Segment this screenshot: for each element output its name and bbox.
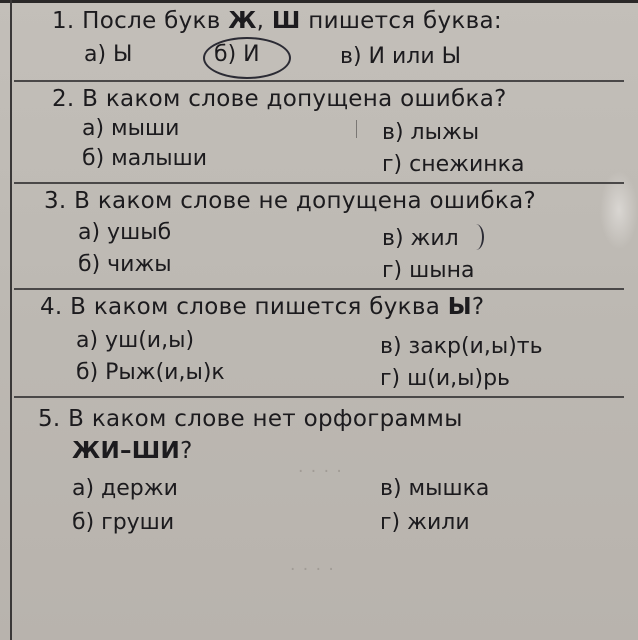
option-v[interactable]: в) мышка [380, 476, 490, 501]
question-divider [14, 80, 624, 82]
page-top-border [0, 0, 638, 3]
option-a[interactable]: а) мыши [82, 116, 180, 141]
answer-bracket-mark [468, 224, 484, 250]
question-text: В каком слове нет орфограммы [68, 406, 463, 432]
option-g[interactable]: г) снежинка [382, 152, 525, 177]
option-a[interactable]: а) Ы [84, 42, 133, 67]
option-v[interactable]: в) закр(и,ы)ть [380, 334, 543, 359]
question-text: В каком слове не допущена ошибка? [74, 188, 537, 214]
question-2 [52, 86, 507, 112]
bold-letter-y: Ы [447, 294, 472, 320]
question-text: В каком слове пишется буква [70, 294, 448, 320]
question-1 [52, 8, 502, 34]
question-4 [40, 294, 484, 320]
question-text-end: пишется буква: [300, 8, 502, 34]
option-g[interactable]: г) шына [382, 258, 475, 283]
question-number: 3. [44, 188, 67, 214]
question-divider [14, 396, 624, 398]
bleed-through-ghost: · · · · [290, 560, 335, 580]
comma: , [256, 8, 272, 34]
option-g[interactable]: г) ш(и,ы)рь [380, 366, 511, 391]
question-text-end: ? [180, 438, 193, 464]
page-left-border [10, 0, 12, 640]
question-text-end: ? [471, 294, 485, 320]
question-3 [44, 188, 536, 214]
option-b[interactable]: б) Рыж(и,ы)к [76, 360, 225, 385]
bold-letter-sh: Ш [271, 8, 301, 34]
question-5 [38, 406, 463, 432]
column-separator [356, 120, 357, 138]
option-v[interactable]: в) И или Ы [340, 44, 462, 69]
bold-letter-zh: Ж [228, 8, 257, 34]
question-number: 1. [52, 8, 75, 34]
question-number: 4. [40, 294, 63, 320]
bold-rule-zhi-shi: ЖИ–ШИ [72, 438, 181, 464]
question-number: 5. [38, 406, 61, 432]
question-text: После букв [82, 8, 229, 34]
question-number: 2. [52, 86, 75, 112]
bleed-through-ghost: · · · · [298, 462, 343, 482]
option-g[interactable]: г) жили [380, 510, 470, 535]
question-divider [14, 182, 624, 184]
option-a[interactable]: а) ушыб [78, 220, 172, 245]
option-b[interactable]: б) И [214, 42, 260, 67]
question-5-line-2 [72, 438, 193, 464]
option-b[interactable]: б) малыши [82, 146, 208, 171]
option-a[interactable]: а) уш(и,ы) [76, 328, 195, 353]
option-a[interactable]: а) держи [72, 476, 178, 501]
option-v[interactable]: в) жил [382, 226, 459, 251]
question-divider [14, 288, 624, 290]
option-v[interactable]: в) лыжы [382, 120, 480, 145]
question-text: В каком слове допущена ошибка? [82, 86, 507, 112]
answer-circle-mark [203, 37, 291, 79]
option-b[interactable]: б) чижы [78, 252, 172, 277]
option-b[interactable]: б) груши [72, 510, 175, 535]
